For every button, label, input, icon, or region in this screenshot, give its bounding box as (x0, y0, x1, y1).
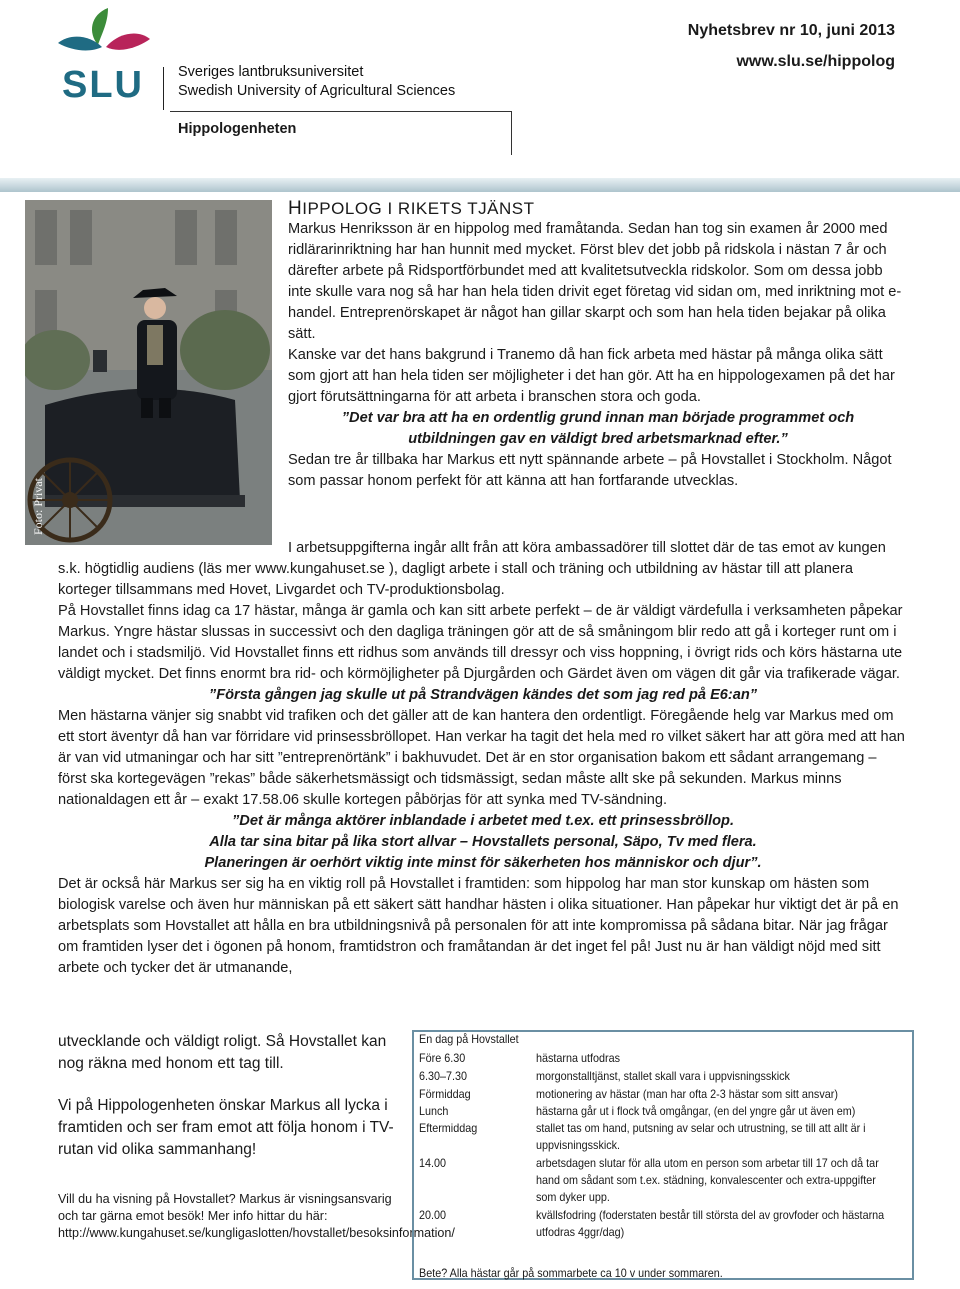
article-title (288, 198, 534, 220)
article-column-top (288, 219, 908, 492)
paragraph-background: Kanske var det hans bakgrund i Tranemo då han fick arbeta med hästar på många olika sätt som gjort att han hela tiden ser möjligheter i det han gör. Att ha en hippologexamen på det har gjort förutsättningarna för att arbeta i branschen stora och goda. (288, 347, 895, 405)
header-divider (163, 67, 164, 110)
schedule-time: 6.30–7.30 (419, 1069, 468, 1083)
schedule-footer: Bete? Alla hästar går på sommarbete ca 10 v under sommaren. (419, 1266, 723, 1280)
website-link[interactable]: www.slu.se/hippolog (736, 53, 895, 70)
header-rule (170, 111, 512, 112)
department-name: Hippologenheten (178, 121, 297, 137)
quote-actors-1: ”Det är många aktörer inblandade i arbetet med t.ex. ett prinsessbröllop. (232, 813, 734, 829)
header-banner (0, 178, 960, 192)
logo-text: SLU (62, 64, 144, 100)
schedule-desc: arbetsdagen slutar för alla utom en person som arbetar till 17 och då tar hand om sådant som t.ex. städning, konvalescenter och extra-uppgifter som dyker upp. (536, 1156, 879, 1204)
title-rest: IPPOLOG I RIKETS TJÄNST (302, 199, 535, 218)
paragraph-future-cont: utvecklande och väldigt roligt. Så Hovstallet kan nog räkna med honom ett tag till. (58, 1033, 387, 1072)
university-name-sv: Sveriges lantbruksuniversitet (178, 64, 364, 80)
article-column-main (58, 538, 908, 979)
schedule-desc: morgonstalltjänst, stallet skall vara i uppvisningsskick (536, 1069, 790, 1083)
schedule-time: Före 6.30 (419, 1051, 466, 1065)
schedule-desc: motionering av hästar (man har ofta 2-3 hästar som sitt ansvar) (536, 1087, 838, 1101)
slu-logo (50, 5, 155, 100)
header-rule-vertical (511, 111, 512, 155)
schedule-time: Förmiddag (419, 1087, 471, 1101)
title-initial: H (288, 198, 303, 219)
quote-strandvagen: ”Första gången jag skulle ut på Strandvägen kändes det som jag red på E6:an” (208, 687, 758, 703)
paragraph-tasks: I arbetsuppgifterna ingår allt från att köra ambassadörer till slottet där de tas emot av kungen s.k. högtidlig audiens (läs mer www.kungahuset.se ), dagligt arbete i stall och träning och utbildning av hästar till att planera korteger tillsammans med Hovet, Livgardet och TV-produktionsbolag. (58, 540, 886, 598)
paragraph-horses: På Hovstallet finns idag ca 17 hästar, många är gamla och kan sitt arbete perfekt – de är väldigt värdefulla i verksamheten påpekar Markus. Yngre hästar slussas in successivt och den dagliga träningen gör att de så småningom blir redo att gå i korteger runt om i landet och i stadsmiljö. Vid Hovstallet finns ett ridhus som används till dressyr och viss hoppning, i övrigt rids och körs hästarna ute väldigt mycket. Det finns enormt bra rid- och körmöjligheter på Djurgården och Gärdet även om vägen dit går via trafikerade vägar. (58, 603, 903, 682)
article-photo (25, 200, 272, 545)
university-name-en: Swedish University of Agricultural Sciences (178, 83, 456, 99)
schedule-time: 14.00 (419, 1156, 447, 1170)
visit-info[interactable]: Vill du ha visning på Hovstallet? Markus är visningsansvarig och tar gärna emot besök! Mer info hittar du här: http://www.kungahuset.se/kungligaslotten/hovstallet/besoksinformation/ (58, 1192, 455, 1240)
paragraph-hovstallet: Sedan tre år tillbaka har Markus ett nytt spännande arbete – på Hovstallet i Stockholm. Något som passar honom perfekt för att känna att han fortfarande utvecklas. (288, 452, 892, 489)
schedule-desc: hästarna går ut i flock två omgångar, (en del yngre går ut även em) (536, 1104, 856, 1118)
quote-actors-3: Planeringen är oerhört viktig inte minst för säkerheten hos människor och djur”. (204, 855, 762, 871)
paragraph-traffic: Men hästarna vänjer sig snabbt vid trafiken och det gäller att de kan hantera den ordentligt. Föregående helg var Markus med om ett stort äventyr då han var förridare vid prinsessbröllopet. Han verkar ha tagit det hela med ro vilket säkert har att göra med att han är van vid utmaningar och har sitt ”entreprenörtänk” i bakhuvudet. Det är en stor organisation bakom ett sådant arrangemang – först ska kortegevägen ”rekas” både säkerhetsmässigt och tidsmässigt, sedan måste allt ske på sekunden. Markus minns nationaldagen ett år – exakt 17.58.06 skulle kortegen påbörjas för att synka med TV-sändning. (58, 708, 905, 808)
schedule-title: En dag på Hovstallet (419, 1032, 519, 1046)
newsletter-issue: Nyhetsbrev nr 10, juni 2013 (687, 22, 895, 39)
photo-credit: Foto: Privat (31, 477, 45, 535)
quote-education: ”Det var bra att ha en ordentlig grund innan man började programmet och utbildningen gav en väldigt bred arbetsmarknad efter.” (341, 410, 855, 447)
schedule-desc: stallet tas om hand, putsning av selar och utrustning, se till att allt är i uppvisningsskick. (536, 1121, 866, 1152)
schedule-time: Lunch (419, 1104, 449, 1118)
schedule-desc: hästarna utfodras (536, 1051, 621, 1065)
schedule-box (412, 1030, 914, 1280)
paragraph-intro: Markus Henriksson är en hippolog med framåtanda. Sedan han tog sin examen år 2000 med ridlärarinriktning har han hunnit med mycket. Först blev det jobb på ridskola i nästan 7 år och därefter arbete på Ridsportförbundet med att kvalitetsutveckla ridskolor. Som om dessa jobb inte skulle vara nog så har han hela tiden drivit eget företag vid sidan om, med inriktning mot e-handel. Entreprenörskapet är något han gillar skarpt och som han hela tiden bejakar på olika sätt. (288, 221, 902, 342)
quote-actors-2: Alla tar sina bitar på lika stort allvar – Hovstallets personal, Säpo, Tv med flera. (209, 834, 757, 850)
paragraph-wishes: Vi på Hippologenheten önskar Markus all lycka i framtiden och ser fram emot att följa honom i TV-rutan vid olika sammanhang! (58, 1097, 394, 1158)
schedule-desc: kvällsfodring (foderstaten består till största del av grovfoder och hästarna utfodras 4ggr/dag) (536, 1208, 885, 1239)
schedule-time: 20.00 (419, 1208, 447, 1222)
schedule-time: Eftermiddag (419, 1121, 478, 1135)
paragraph-future: Det är också här Markus ser sig ha en viktig roll på Hovstallet i framtiden: som hippolog har man stor kunskap om hästen som biologisk varelse och även hur människan på ett säkert sätt handhar hästen i olika situationer. Han påpekar hur viktigt det är på en arbetsplats som Hovstallet att hålla en bra utbildningsnivå på personalen för att inte kompromissa på sådana bitar. När jag frågar om framtiden lyser det i ögonen på honom, framtidstron och framåtandan är det inget fel på! Just nu är han väldigt nöjd med sitt arbete och tycker det är utmanande, (58, 876, 899, 976)
